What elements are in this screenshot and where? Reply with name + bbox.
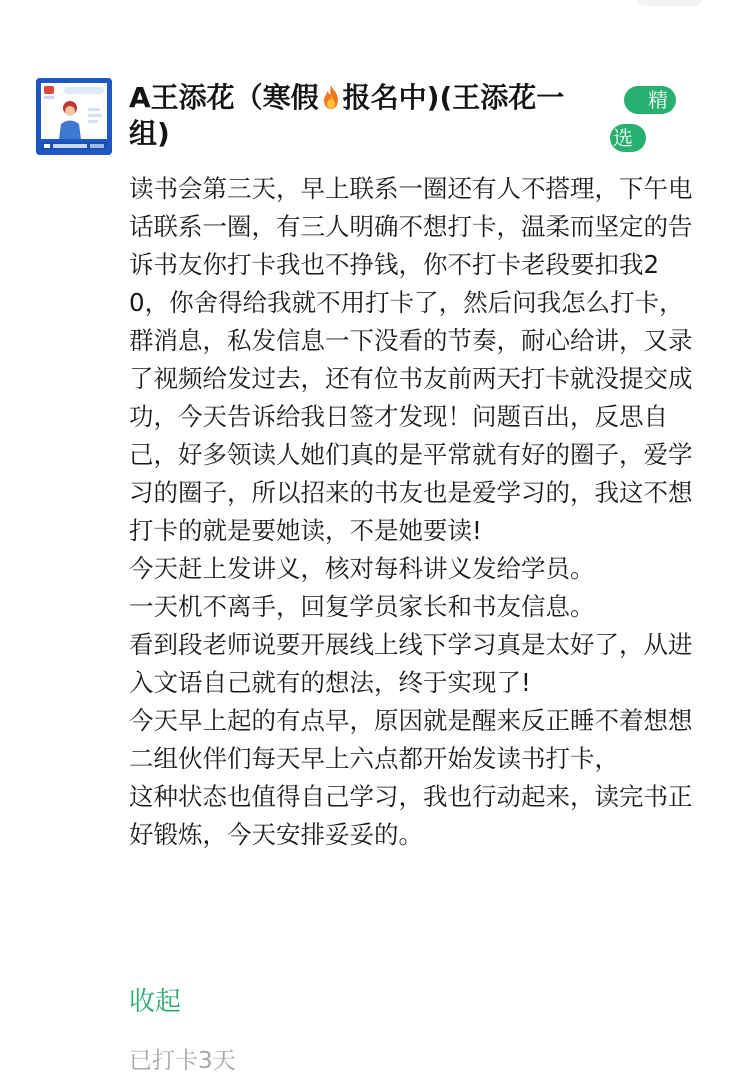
featured-badge-line1: 精	[624, 86, 676, 114]
post-paragraph-1: 读书会第三天，早上联系一圈还有人不搭理，下午电话联系一圈，有三人明确不想打卡，温柔而坚定的告诉书友你打卡我也不挣钱，你不打卡老段要扣我20，你舍得给我就不用打卡了，然后问我怎么打卡，群消息，私发信息一下没看的节奏，耐心给讲，又录了视频给发过去，还有位书友前两天打卡就没提交成功，今天告诉给我日签才发现！问题百出，反思自己，好多领读人她们真的是平常就有好的圈子，爱学习的圈子，所以招来的书友也是爱学习的，我这不想打卡的就是要她读，不是她要读!	[129, 174, 693, 545]
post-paragraph-4: 看到段老师说要开展线上线下学习真是太好了，从进入文语自己就有的想法，终于实现了!	[129, 630, 693, 697]
checkin-count: 已打卡3天	[129, 1048, 236, 1074]
fire-icon	[320, 84, 342, 110]
post-paragraph-3: 一天机不离手，回复学员家长和书友信息。	[129, 592, 595, 621]
avatar-image	[36, 78, 112, 155]
post-author-suffix: 报名中)(王添花一组)	[129, 81, 565, 150]
post-body	[129, 170, 695, 854]
featured-badge	[610, 86, 690, 152]
avatar[interactable]	[36, 78, 112, 155]
post-paragraph-5: 今天早上起的有点早，原因就是醒来反正睡不着想想二组伙伴们每天早上六点都开始发读书打卡，	[129, 706, 693, 773]
post-author-prefix: A王添花（寒假	[129, 81, 319, 114]
collapse-button[interactable]: 收起	[129, 987, 182, 1017]
post-author[interactable]	[129, 80, 599, 152]
post-paragraph-6: 这种状态也值得自己学习，我也行动起来，读完书正好锻炼，今天安排妥妥的。	[129, 782, 693, 849]
top-stub	[636, 0, 704, 6]
featured-badge-line2: 选	[610, 124, 646, 152]
post-paragraph-2: 今天赶上发讲义，核对每科讲义发给学员。	[129, 554, 595, 583]
